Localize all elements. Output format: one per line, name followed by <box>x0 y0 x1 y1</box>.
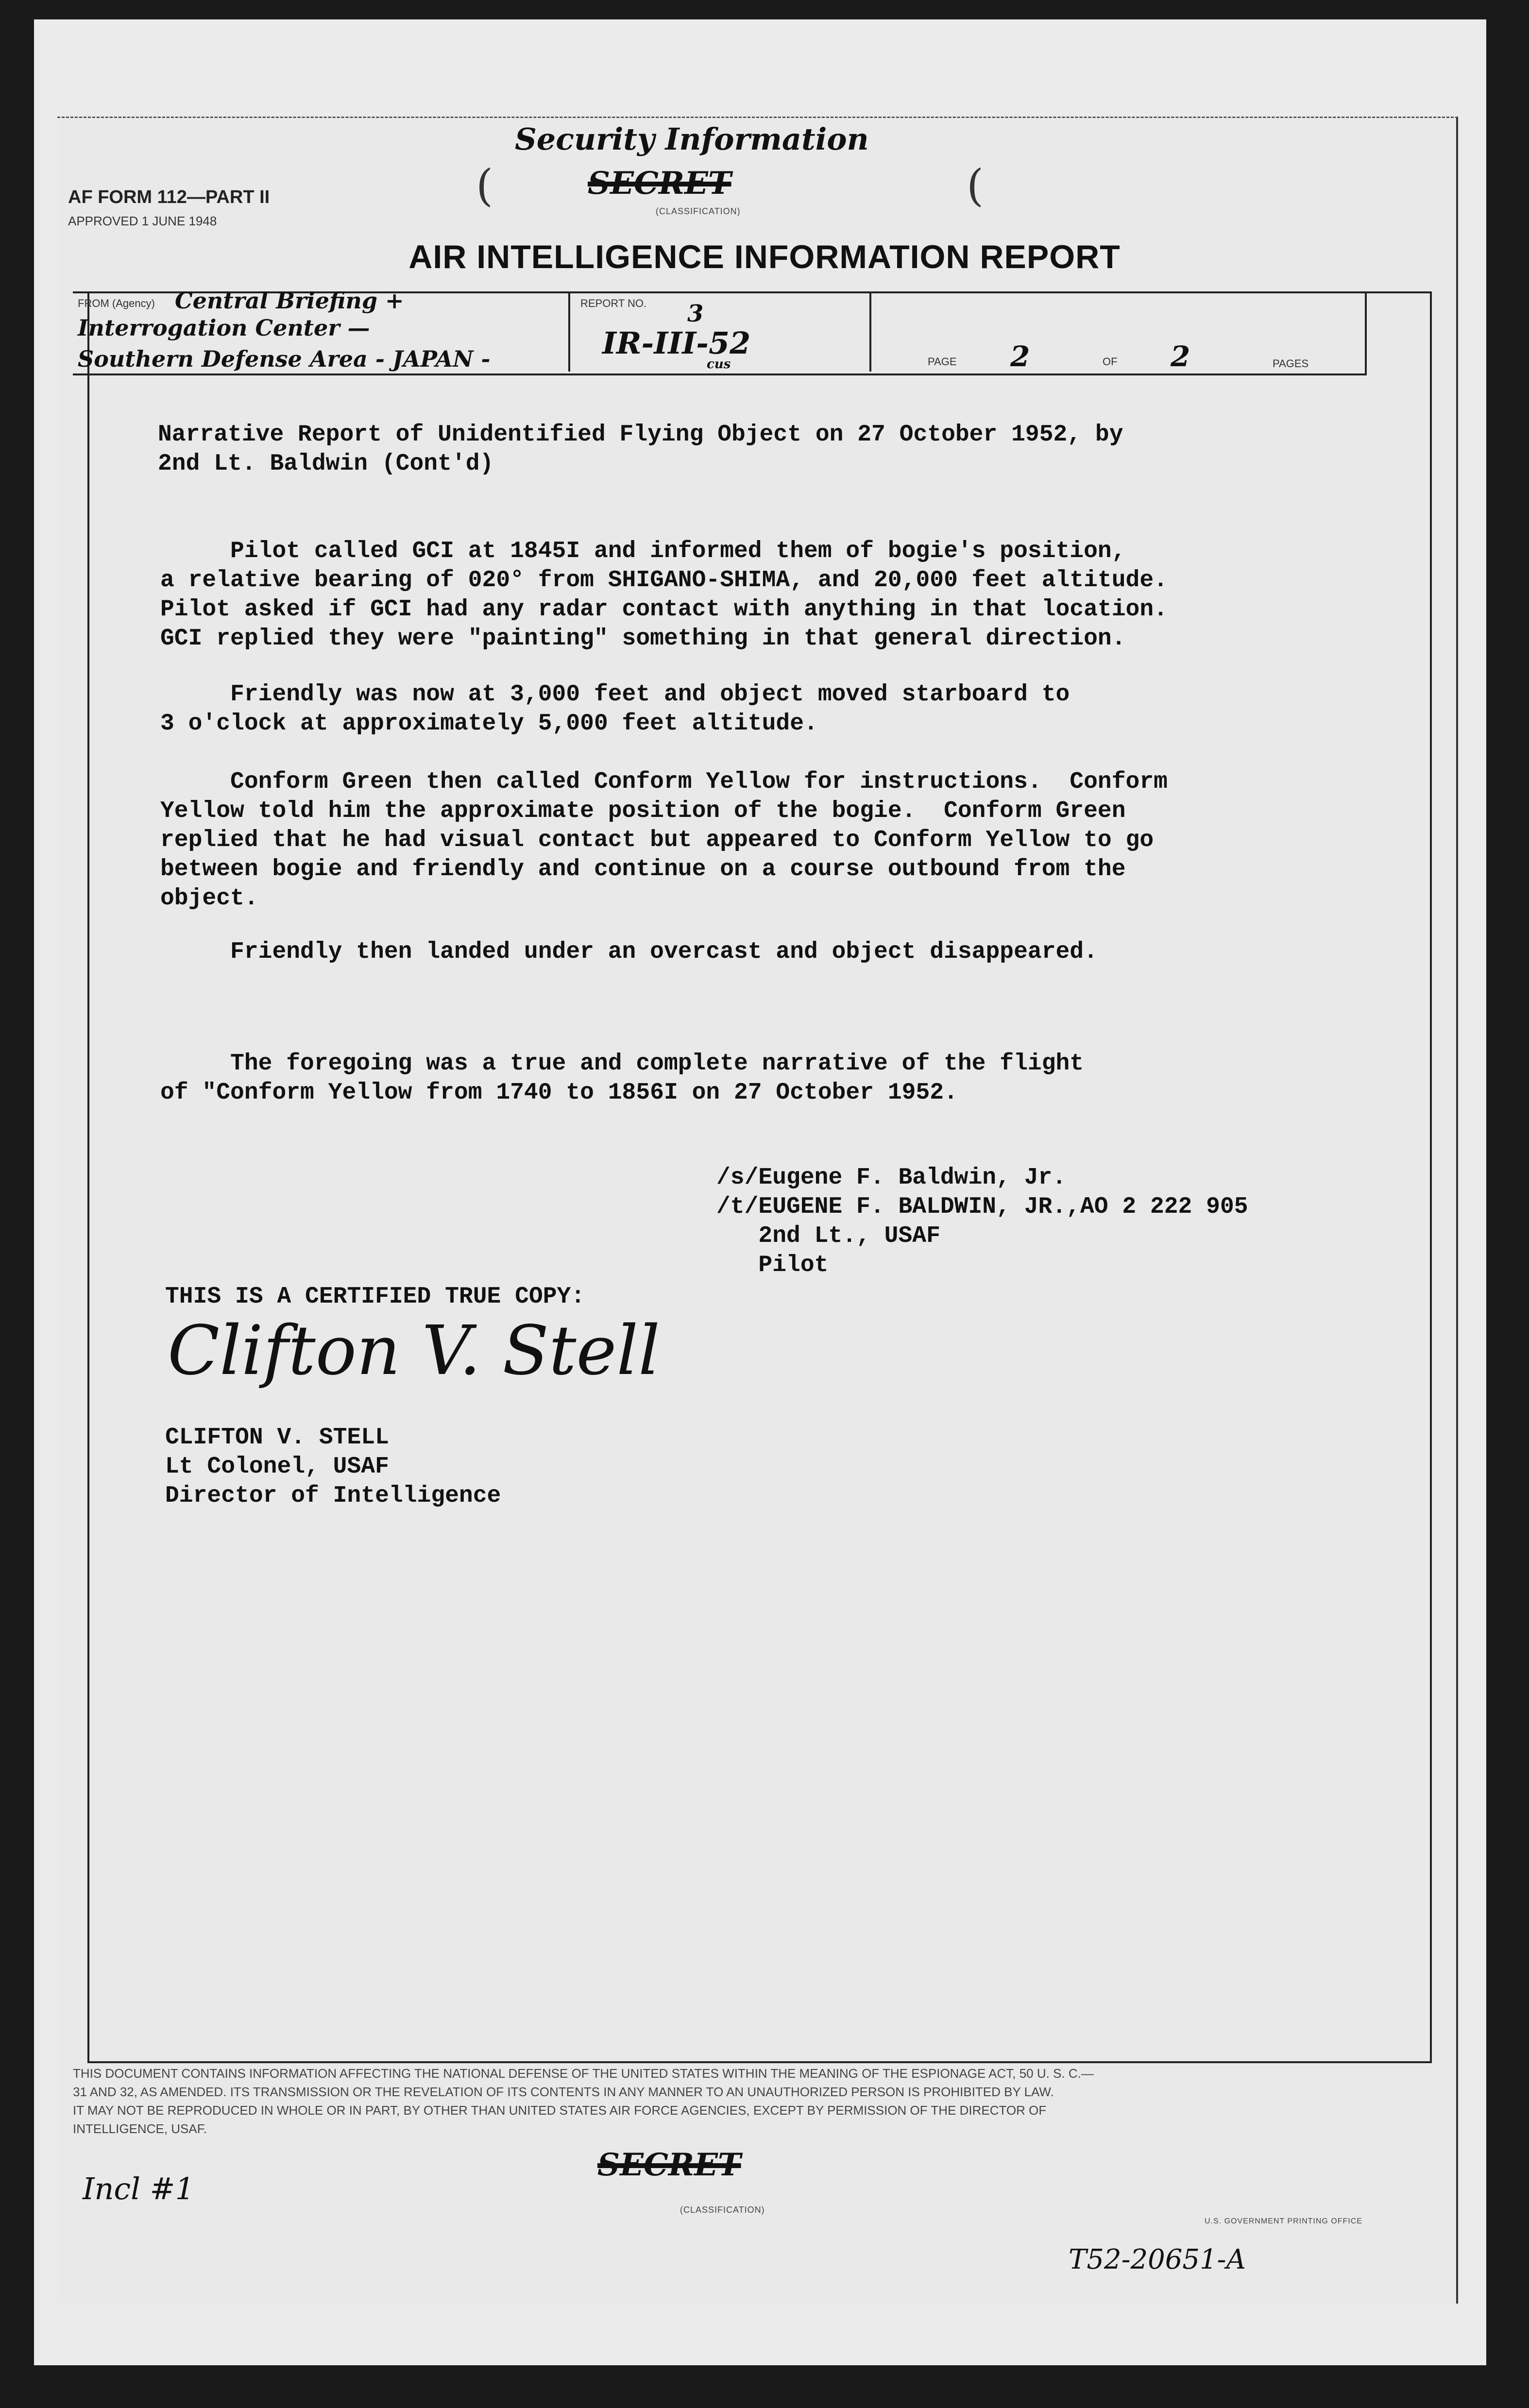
espionage-line: THIS DOCUMENT CONTAINS INFORMATION AFFECTING THE NATIONAL DEFENSE OF THE UNITED STATES WITHIN THE MEANING OF THE ESPIONAGE ACT, 50 U. S. C.— <box>73 2066 1094 2081</box>
classification-top-struck: SECRET <box>588 165 731 202</box>
inclosure-handwritten: Incl #1 <box>83 2171 195 2206</box>
certifier-line: CLIFTON V. STELL <box>165 1424 389 1451</box>
report-no-value: IR-III-52 <box>602 325 751 361</box>
header-divider-2 <box>869 291 871 372</box>
espionage-line: 31 AND 32, AS AMENDED. ITS TRANSMISSION OR THE REVELATION OF ITS CONTENTS IN ANY MANNER TO AN UNAUTHORIZED PERSON IS PROHIBITED BY LAW. <box>73 2085 1054 2099</box>
report-title: AIR INTELLIGENCE INFORMATION REPORT <box>408 238 1121 275</box>
sig-line: Pilot <box>716 1252 829 1278</box>
left-paren: ( <box>476 160 493 211</box>
paragraph-4 <box>160 908 1098 996</box>
from-value-line1: Central Briefing + <box>175 288 404 314</box>
para1-line: Pilot called GCI at 1845I and informed them of bogie's position, <box>160 538 1126 564</box>
form-approved-date: APPROVED 1 JUNE 1948 <box>68 214 217 228</box>
sig-line: 2nd Lt., USAF <box>716 1223 940 1249</box>
certifier-line: Lt Colonel, USAF <box>165 1454 389 1480</box>
from-value-line3: Southern Defense Area - JAPAN - <box>78 346 491 372</box>
sig-line: /t/EUGENE F. BALDWIN, JR.,AO 2 222 905 <box>716 1194 1248 1220</box>
report-no-sub: cus <box>707 357 731 372</box>
certifier-block <box>165 1394 501 1540</box>
espionage-line: INTELLIGENCE, USAF. <box>73 2121 207 2136</box>
para1-line: GCI replied they were "painting" something in that general direction. <box>160 626 1126 652</box>
para3-line: Conform Green then called Conform Yellow for instructions. Conform <box>160 769 1168 795</box>
sig-line: /s/Eugene F. Baldwin, Jr. <box>716 1165 1067 1191</box>
report-no-super: 3 <box>687 300 704 327</box>
paragraph-5 <box>160 1020 1084 1136</box>
header-divider-1 <box>568 291 570 372</box>
para1-line: a relative bearing of 020° from SHIGANO-SHIMA, and 20,000 feet altitude. <box>160 567 1168 594</box>
pages-label: PAGES <box>1273 357 1309 370</box>
para2-line: 3 o'clock at approximately 5,000 feet altitude. <box>160 711 818 737</box>
certifier-line: Director of Intelligence <box>165 1483 501 1509</box>
report-no-label: REPORT NO. <box>580 297 647 309</box>
para3-line: replied that he had visual contact but appeared to Conform Yellow to go <box>160 827 1154 853</box>
certified-copy-label: THIS IS A CERTIFIED TRUE COPY: <box>165 1284 585 1310</box>
from-value-line2: Interrogation Center — <box>78 315 370 341</box>
handwritten-signature: Clifton V. Stell <box>168 1311 660 1391</box>
classification-bottom-struck: SECRET <box>597 2147 741 2183</box>
para3-line: between bogie and friendly and continue on a course outbound from the <box>160 856 1126 882</box>
narrative-heading-line1: Narrative Report of Unidentified Flying Object on 27 October 1952, by <box>158 422 1123 448</box>
security-information-handwritten: Security Information <box>515 121 869 157</box>
para4-line: Friendly then landed under an overcast and object disappeared. <box>160 939 1098 965</box>
para3-line: object. <box>160 885 258 912</box>
classification-bottom-label: (CLASSIFICATION) <box>680 2205 765 2215</box>
of-label: OF <box>1103 356 1118 368</box>
from-label: FROM (Agency) <box>78 297 155 309</box>
espionage-notice <box>73 2064 1433 2138</box>
pilot-signature-block <box>716 1134 1248 1309</box>
espionage-line: IT MAY NOT BE REPRODUCED IN WHOLE OR IN PART, BY OTHER THAN UNITED STATES AIR FORCE AGENCIES, EXCEPT BY PERMISSION OF THE DIRECTOR OF <box>73 2103 1047 2118</box>
para5-line: of "Conform Yellow from 1740 to 1856I on 27 October 1952. <box>160 1080 958 1106</box>
pages-value: 2 <box>1171 340 1190 373</box>
narrative-heading-line2: 2nd Lt. Baldwin (Cont'd) <box>158 451 494 477</box>
para3-line: Yellow told him the approximate position of the bogie. Conform Green <box>160 798 1126 824</box>
file-number-handwritten: T52-20651-A <box>1069 2244 1246 2275</box>
para2-line: Friendly was now at 3,000 feet and object moved starboard to <box>160 681 1070 708</box>
para1-line: Pilot asked if GCI had any radar contact with anything in that location. <box>160 596 1168 623</box>
form-name: AF FORM 112—PART II <box>68 187 270 207</box>
printing-note: U.S. GOVERNMENT PRINTING OFFICE <box>1205 2217 1362 2225</box>
page-label: PAGE <box>928 356 957 368</box>
classification-top-label: (CLASSIFICATION) <box>656 206 741 216</box>
para5-line: The foregoing was a true and complete narrative of the flight <box>160 1051 1084 1077</box>
page-value: 2 <box>1010 340 1030 373</box>
right-paren: ( <box>967 160 984 211</box>
